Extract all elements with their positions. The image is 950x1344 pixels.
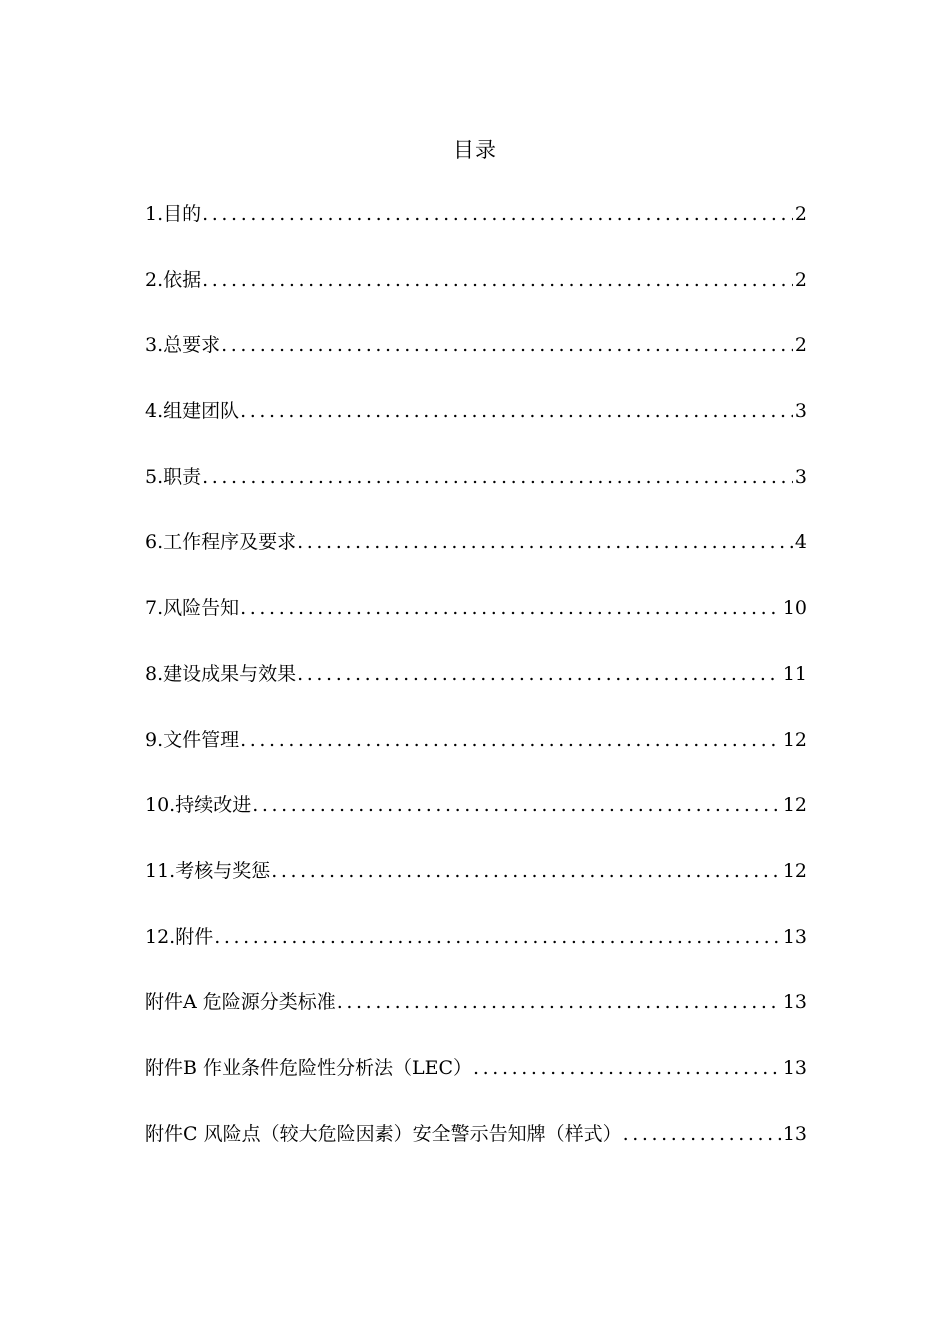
toc-entry-page: 13 — [782, 1122, 807, 1145]
toc-entry-label: 12.附件 — [145, 925, 214, 948]
toc-entry-page: 3 — [794, 400, 807, 423]
toc-leader-dots — [202, 198, 793, 230]
toc-entry-page: 2 — [794, 334, 807, 357]
toc-entry-page: 13 — [782, 925, 807, 948]
toc-entry-page: 4 — [794, 531, 807, 554]
toc-leader-dots — [240, 395, 793, 427]
toc-entry-label: 3.总要求 — [145, 334, 221, 357]
toc-entry-label: 11.考核与奖惩 — [145, 859, 271, 882]
toc-entry[interactable] — [145, 724, 807, 790]
toc-entry[interactable] — [145, 329, 807, 395]
toc-entry-page: 2 — [794, 203, 807, 225]
toc-entry[interactable] — [145, 986, 807, 1052]
toc-entry-label: 附件C 风险点（较大危险因素）安全警示告知牌（样式） — [145, 1122, 622, 1145]
toc-entry[interactable] — [145, 789, 807, 855]
toc-entry[interactable] — [145, 1052, 807, 1118]
toc-entry-page: 11 — [782, 662, 807, 685]
toc-entry-page: 13 — [782, 991, 807, 1014]
toc-entry-label: 9.文件管理 — [145, 728, 240, 751]
toc-leader-dots — [240, 724, 781, 756]
toc-leader-dots — [252, 789, 781, 821]
toc-entry[interactable] — [145, 198, 807, 264]
toc-entry-page: 10 — [782, 597, 807, 620]
toc-entry-label: 附件A 危险源分类标准 — [145, 991, 336, 1014]
toc-entry-label: 附件B 作业条件危险性分析法（LEC） — [145, 1056, 473, 1079]
toc-leader-dots — [202, 264, 793, 296]
toc-leader-dots — [337, 986, 781, 1018]
toc-entry-label: 5.职责 — [145, 465, 202, 488]
toc-entry[interactable] — [145, 855, 807, 921]
toc-entry-page: 12 — [782, 728, 807, 751]
toc-entry-label: 6.工作程序及要求 — [145, 531, 297, 554]
toc-leader-dots — [297, 526, 793, 558]
toc-leader-dots — [202, 461, 793, 493]
toc-leader-dots — [271, 855, 781, 887]
toc-leader-dots — [473, 1052, 781, 1084]
toc-entry[interactable] — [145, 461, 807, 527]
toc-entry-page: 2 — [794, 268, 807, 291]
toc-entry[interactable] — [145, 526, 807, 592]
toc-leader-dots — [214, 921, 781, 953]
toc-leader-dots — [240, 592, 781, 624]
toc-entry[interactable] — [145, 921, 807, 987]
toc-entry-page: 12 — [782, 859, 807, 882]
toc-entry[interactable] — [145, 592, 807, 658]
toc-entry[interactable] — [145, 1118, 807, 1184]
toc-entry-label: 10.持续改进 — [145, 794, 252, 817]
toc-list — [145, 198, 807, 1183]
toc-entry-label: 8.建设成果与效果 — [145, 662, 297, 685]
toc-entry[interactable] — [145, 264, 807, 330]
toc-entry[interactable] — [145, 395, 807, 461]
toc-entry-label: 2.依据 — [145, 268, 202, 291]
toc-entry-page: 3 — [794, 465, 807, 488]
toc-entry-page: 12 — [782, 794, 807, 817]
toc-entry-label: 7.风险告知 — [145, 597, 240, 620]
toc-entry[interactable] — [145, 658, 807, 724]
toc-title: 目录 — [453, 138, 497, 162]
toc-leader-dots — [297, 658, 781, 690]
toc-leader-dots — [221, 329, 793, 361]
toc-entry-label: 1.目的 — [145, 203, 202, 225]
toc-leader-dots — [623, 1118, 781, 1150]
toc-entry-label: 4.组建团队 — [145, 400, 240, 423]
toc-entry-page: 13 — [782, 1056, 807, 1079]
